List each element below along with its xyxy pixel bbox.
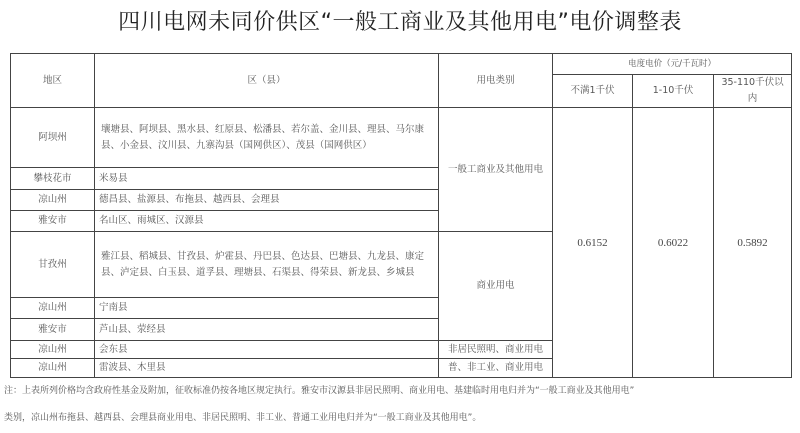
header-tier-high: 35-110千伏以内: [714, 75, 792, 108]
price-low: 0.6152: [553, 108, 633, 378]
counties-cell: 名山区、雨城区、汉源县: [95, 211, 439, 232]
region-cell: 雅安市: [11, 211, 95, 232]
region-cell: 凉山州: [11, 341, 95, 359]
region-cell: 凉山州: [11, 359, 95, 378]
header-price-group: 电度电价（元/千瓦时）: [553, 54, 792, 75]
region-cell: 攀枝花市: [11, 168, 95, 190]
tariff-table: [10, 53, 792, 378]
counties-cell: 宁南县: [95, 298, 439, 319]
counties-cell: 会东县: [95, 341, 439, 359]
header-tier-low: 不满1千伏: [553, 75, 633, 108]
header-category: 用电类别: [439, 54, 553, 108]
region-cell: 阿坝州: [11, 108, 95, 168]
category-cell: 非居民照明、商业用电: [439, 341, 553, 359]
category-cell: 商业用电: [439, 232, 553, 341]
page-title: 四川电网未同价供区“一般工商业及其他用电”电价调整表: [118, 10, 682, 35]
region-cell: 凉山州: [11, 298, 95, 319]
category-cell: 普、非工业、商业用电: [439, 359, 553, 378]
header-tier-mid: 1-10千伏: [633, 75, 714, 108]
counties-cell: 雅江县、稻城县、甘孜县、炉霍县、丹巴县、色达县、巴塘县、九龙县、康定县、泸定县、白玉县、道孚县、理塘县、石渠县、得荣县、新龙县、乡城县: [95, 232, 439, 298]
header-region: 地区: [11, 54, 95, 108]
region-cell: 雅安市: [11, 319, 95, 341]
counties-cell: 芦山县、荥经县: [95, 319, 439, 341]
counties-cell: 米易县: [95, 168, 439, 190]
footnote-line-1: 注：上表所列价格均含政府性基金及附加，征收标准仍按各地区规定执行。雅安市汉源县非居民照明、商业用电、基建临时用电归并为“一般工商业及其他用电”: [4, 386, 635, 396]
region-cell: 甘孜州: [11, 232, 95, 298]
table-row: [11, 108, 792, 168]
price-high: 0.5892: [714, 108, 792, 378]
header-counties: 区（县）: [95, 54, 439, 108]
counties-cell: 雷波县、木里县: [95, 359, 439, 378]
counties-cell: 壤塘县、阿坝县、黑水县、红原县、松潘县、若尔盖、金川县、理县、马尔康县、小金县、汶川县、九寨沟县（国网供区）、茂县（国网供区）: [95, 108, 439, 168]
footnote-line-2: 类别，凉山州布拖县、越西县、会理县商业用电、非居民照明、非工业、普通工业用电归并为“一般工商业及其他用电”。: [4, 413, 482, 423]
category-cell: 一般工商业及其他用电: [439, 108, 553, 232]
price-mid: 0.6022: [633, 108, 714, 378]
counties-cell: 德昌县、盐源县、布拖县、越西县、会理县: [95, 190, 439, 211]
region-cell: 凉山州: [11, 190, 95, 211]
